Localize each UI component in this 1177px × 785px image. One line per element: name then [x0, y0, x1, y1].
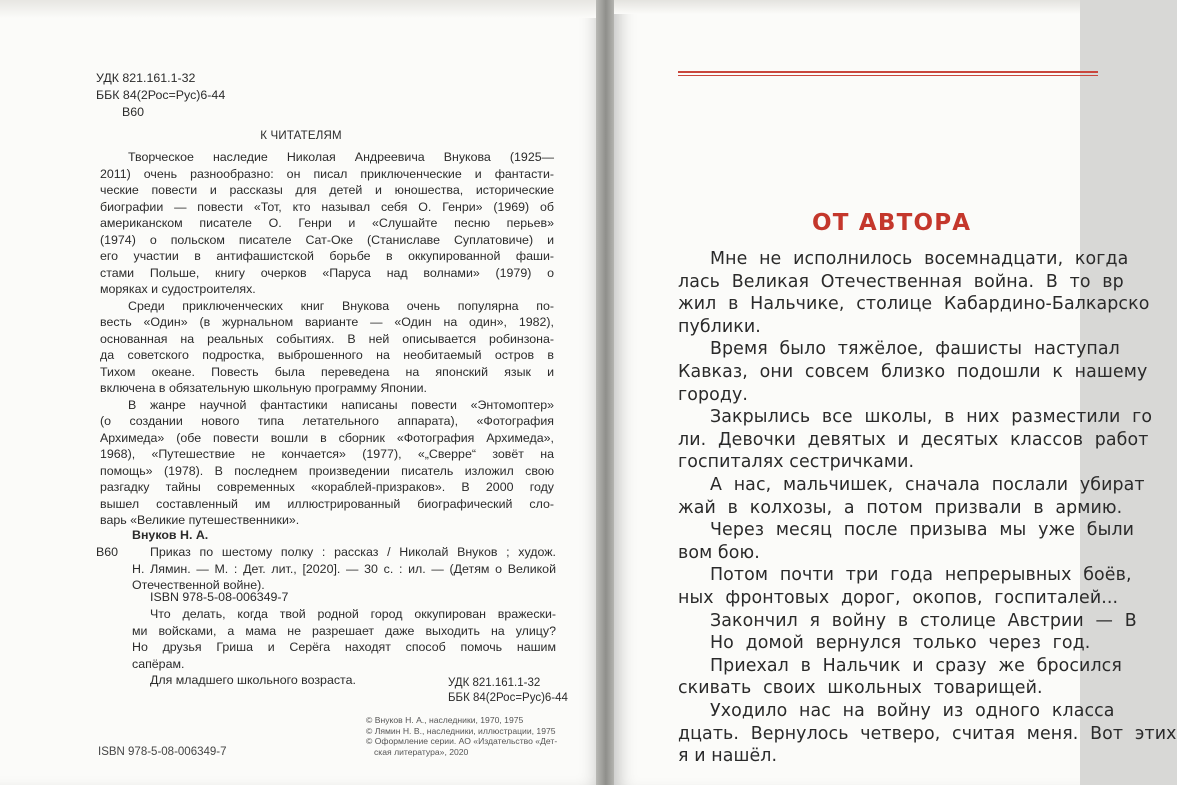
- prose-line: лась Великая Отечественная война. В то вр: [678, 271, 1124, 292]
- text-line: (1974) о польском писателе Сат-Оке (Станиславе Суплатовиче) и: [100, 232, 554, 247]
- section-title: К ЧИТАТЕЛЯМ: [260, 130, 342, 142]
- text-line: включена в обязательную школьную программу Японии.: [100, 381, 428, 395]
- bib-line: Отечественной войне).: [132, 578, 265, 592]
- prose-line: Мне не исполнилось восемнадцати, когда: [710, 249, 1129, 269]
- text-line: биографии — повести «Тот, кто называл себя О. Генри» (1969) об: [100, 199, 554, 214]
- prose-line: Уходило нас на войну из одного класса: [710, 701, 1115, 721]
- copyright-line: © Лямин Н. В., наследники, иллюстрации, 1975: [366, 725, 556, 736]
- text-line: весть «Один» (в журнальном варианте — «Один на один», 1982),: [100, 315, 554, 329]
- copyright-notice: [366, 715, 557, 757]
- udk-code: УДК 821.161.1-32: [96, 71, 196, 85]
- annotation-line: Что делать, когда твой родной город оккупирован вражески-: [150, 607, 556, 621]
- prose-line: госпиталях сестричками.: [678, 452, 915, 473]
- copyright-line: © Внуков Н. А., наследники, 1970, 1975: [366, 715, 524, 725]
- prose-line: Закрылись все школы, в них разместили го: [710, 407, 1153, 428]
- text-line: разгадку тайны современных «кораблей-призраков». В 2000 году: [100, 480, 554, 494]
- prose-line: Закончил я войну в столице Австрии — В: [710, 610, 1137, 631]
- bib-line: Приказ по шестому полку : рассказ / Николай Внуков ; худож.: [150, 545, 556, 559]
- annotation-line: Для младшего школьного возраста.: [150, 673, 356, 687]
- bib-line: Н. Лямин. — М. : Дет. лит., [2020]. — 30 с. : ил. — (Детям о Великой: [132, 561, 556, 576]
- text-line: (о создании нового типа летательного аппарата), «Фотография: [100, 414, 554, 428]
- prose-line: городу.: [678, 384, 748, 405]
- text-line: моряках и судостроителях.: [100, 282, 256, 296]
- text-line: стами Польше, книгу очерков «Паруса над волнами» (1979) о: [100, 265, 554, 280]
- text-line: Среди приключенческих книг Внукова очень популярна по-: [128, 298, 554, 313]
- annotation-line: Но друзья Гриша и Серёга находят способ помочь нашим: [132, 640, 556, 654]
- prose-line: Кавказ, они совсем близко подошли к нашему: [678, 362, 1148, 382]
- annotation-line: сапёрам.: [132, 656, 185, 671]
- library-codes: [96, 70, 225, 120]
- bbk-code: ББК 84(2Рос=Рус)6-44: [96, 87, 226, 102]
- text-line: Творческое наследие Николая Андреевича Внукова (1925—: [128, 150, 554, 164]
- text-line: Архимеда» (обе повести вошли в сборник «Фотография Архимеда»,: [100, 430, 554, 445]
- copyright-line: ская литература», 2020: [374, 746, 469, 757]
- prose-line: жай в колхозы, а потом призвали в армию.: [678, 497, 1123, 518]
- prose-line: ных фронтовых дорог, окопов, госпиталей...: [678, 588, 1119, 608]
- library-codes-bottom: [448, 676, 568, 706]
- text-line: основанная на реальных событиях. В ней описывается робинзона-: [100, 331, 554, 346]
- prose-line: Потом почти три года непрерывных боёв,: [710, 565, 1132, 586]
- prose-line: дцать. Вернулось четверо, считая меня. Вот этих: [678, 723, 1177, 744]
- prose-line: жил в Нальчике, столице Кабардино-Балкарско: [678, 294, 1150, 315]
- text-line: Тихом океане. Повесть была переведена на японский язык и: [100, 364, 554, 379]
- text-line: ческие повести и рассказы для детей и юношества, исторические: [100, 183, 554, 197]
- annotation-line: ми войсками, а мама не разрешает даже выходить на улицу?: [132, 623, 556, 638]
- isbn-bottom: ISBN 978-5-08-006349-7: [98, 746, 227, 758]
- author-name: Внуков Н. А.: [132, 528, 209, 542]
- prose-line: Приехал в Нальчик и сразу же бросился: [710, 655, 1122, 676]
- prose-line: Время было тяжёлое, фашисты наступал: [710, 339, 1120, 360]
- text-line: американском писателе О. Генри и «Слушайте песню перьев»: [100, 216, 554, 230]
- text-line: вышел составленный им иллюстрированный биографический сло-: [100, 496, 554, 511]
- bib-code: В60: [96, 545, 119, 559]
- prose-line: ли. Девочки девятых и десятых классов работ: [678, 429, 1149, 450]
- copyright-line: © Оформление серии. АО «Издательство «Дет-: [366, 736, 558, 746]
- text-line: его участии в антифашистской борьбе в оккупированной фаши-: [100, 249, 554, 263]
- page-edge-shadow: [0, 0, 602, 18]
- isbn: ISBN 978-5-08-006349-7: [150, 590, 289, 604]
- text-line: 1968), «Путешествие не кончается» (1977), «„Сверре“ зовёт на: [100, 447, 554, 461]
- right-page: [614, 0, 1177, 785]
- bibliographic-record: [132, 544, 556, 594]
- text-line: В жанре научной фантастики написаны повести «Энтомоптер»: [128, 397, 554, 412]
- prose-line: публики.: [678, 316, 761, 337]
- header-rule: [678, 71, 1098, 76]
- prose-line: Через месяц после призыва мы уже были: [710, 520, 1135, 541]
- chapter-heading: ОТ АВТОРА: [812, 210, 972, 236]
- bbk-code-bottom: ББК 84(2Рос=Рус)6-44: [448, 692, 568, 704]
- text-line: помощь» (1978). В последнем произведении писатель изложил свою: [100, 463, 554, 478]
- prose-line: скивать своих школьных товарищей.: [678, 678, 1043, 699]
- text-line: да советского подростка, выброшенного на необитаемый остров в: [100, 348, 554, 362]
- author-mark: В60: [122, 104, 145, 119]
- text-line: варь «Великие путешественники».: [100, 513, 300, 527]
- prose-line: вом бою.: [678, 542, 760, 563]
- udk-code-bottom: УДК 821.161.1-32: [448, 677, 541, 689]
- text-line: 2011) очень разнообразно: он писал приключенческие и фантасти-: [100, 166, 554, 181]
- page-edge-shadow: [614, 0, 1080, 14]
- readers-note-body: [100, 149, 554, 529]
- prose-line: А нас, мальчишек, сначала послали убират: [710, 475, 1145, 495]
- prose-line: я и нашёл.: [678, 746, 778, 767]
- prose-line: Но домой вернулся только через год.: [710, 633, 1091, 654]
